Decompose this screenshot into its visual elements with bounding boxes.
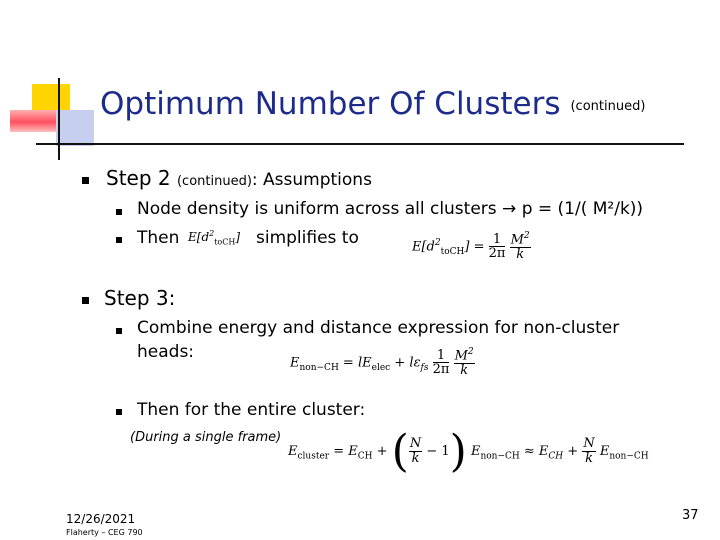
bullet-marker: [82, 297, 89, 304]
bullet-step2: [106, 166, 372, 190]
step3-sub2-text: Then for the entire cluster:: [137, 400, 366, 420]
bullet-marker: [116, 328, 122, 334]
note-single-frame: (During a single frame): [130, 430, 282, 445]
step2-continued: (continued): [176, 174, 252, 189]
bullet-step3: Step 3:: [104, 286, 176, 310]
page-number: 37: [682, 508, 699, 523]
bullet-marker: [116, 409, 122, 415]
step2-assumptions: : Assumptions: [251, 170, 372, 190]
slide-title-suffix: (continued): [570, 99, 646, 114]
title-underline: [36, 143, 684, 145]
equation-cluster-energy: $E_{cluster} = E_{CH}$ + ( $\frac{N}{k}$ − 1) $E_{non-CH} \approx E_{CH}$ + $\frac{N}{k}$ $E_{non-CH}$: [288, 426, 649, 477]
bullet-marker: [116, 209, 122, 215]
bullet-marker: [82, 177, 89, 184]
decorative-vertical-line: [58, 78, 60, 160]
step3-sub1-line2: heads:: [137, 342, 195, 362]
footer-author: Flaherty – CEG 790: [66, 528, 143, 537]
equation-inline-expectation: $E[d^2_{toCH}]$: [188, 229, 241, 247]
step2-sub2-then: Then: [137, 228, 180, 248]
step2-sub1-text: Node density is uniform across all clusters → p = (1/( M²/k)): [137, 199, 644, 219]
bullet-marker: [116, 237, 122, 243]
equation-noncluster-energy: $E_{non-CH} = lE_{elec} + l\varepsilon_{fs}$ $\frac{1}{2\pi}$ $\frac{M^2}{k}$: [290, 347, 474, 378]
footer-date: 12/26/2021: [66, 512, 136, 526]
decorative-blue-square: [56, 110, 94, 146]
slide-title: [100, 86, 645, 122]
step3-sub1-line1: Combine energy and distance expression for non-cluster: [137, 318, 620, 338]
decorative-red-bar: [10, 110, 62, 132]
step2-label: Step 2: [106, 166, 171, 190]
equation-simplified: $E[d^2_{toCH}]$ = $\frac{1}{2\pi}$ $\frac{M^2}{k}$: [412, 231, 530, 262]
slide-title-text: Optimum Number Of Clusters: [100, 86, 561, 122]
step2-sub2-simplifies: simplifies to: [256, 228, 359, 248]
